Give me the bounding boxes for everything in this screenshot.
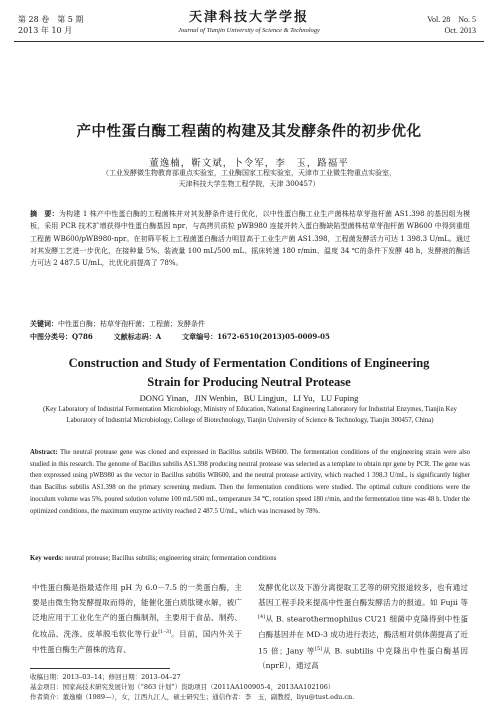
paper-title-en-line1: Construction and Study of Fermentation Conditions of Engineering — [68, 356, 430, 370]
abstract-en — [30, 447, 470, 517]
authors-en: DONG Yinan，JIN Wenbin，BU Lingjun，LI Yu，LU Fuping — [139, 393, 359, 403]
abstract-cn — [30, 208, 470, 269]
volume-cn: 第 28 卷 第 5 期 — [18, 15, 84, 24]
header-rule — [14, 41, 484, 42]
journal-title-en: Journal of Tianjin University of Science & Technology — [178, 27, 320, 34]
authors-cn: 董逸楠，靳文斌，卜令军，李 玉，路福平 — [149, 158, 349, 169]
citation-ref: [4] — [258, 614, 266, 620]
abstract-en-text: The neutral protease gene was cloned and expressed in Bacillus subtilis WB600. The fermentation conditions of the engineering strain were also studied in this research. The genome of Bacillus subtilis AS1.398 producing neutral protease was selected as a template to obtain npr gene by PCR. The gene was then expressed using pWB980 as the vector in Bacillus subtilis WB600, and the neutral protease activity, which reached 1 398.3 U/mL, is significantly higher than Bacillus subtilis AS1.398 on the primary screening medium. Then the fermentation conditions were studied. The optimal culture conditions were the inoculum volume was 5%, poured solution volume 100 mL/500 mL, temperature 34 ℃, rotation speed 180 r/min, and the fermentation time was 48 h. Under the optimized conditions, the maximum enzyme activity reached 2 487.5 U/mL, which was increased by 78%. — [30, 449, 470, 515]
volume-en: Vol. 28 No. 5 — [427, 15, 476, 24]
footnote-received: 收稿日期：2013–03–14；修回日期：2013–04–27 — [30, 673, 181, 681]
keywords-cn — [30, 318, 470, 330]
body-left-text-2: 。目前，国内外关于中性蛋白酶生产菌株的选育、 — [32, 629, 243, 654]
paper-title-en — [0, 354, 498, 392]
footnote-funding: 基金项目：国家高技术研究发展计划（“863 计划”）资助项目（2011AA100905-4，2013AA102106） — [30, 683, 335, 691]
affiliation-cn-line2: 天津科技大学生物工程学院，天津 300457） — [178, 180, 320, 188]
body-left-text-1: 中性蛋白酶是指最适作用 pH 为 6.0－7.5 的一类蛋白酶，主要是由微生物发酵提取而得的，能催化蛋白质肽键水解，被广泛地应用于工业化生产的蛋白酶制剂，主要用于食品、制药、化妆品、洗涤、皮革脱毛软化等行业 — [32, 583, 242, 639]
keywords-cn-text: 中性蛋白酶；枯草芽孢杆菌；工程菌；发酵条件 — [58, 320, 205, 328]
paper-title-cn: 产中性蛋白酶工程菌的构建及其发酵条件的初步优化 — [76, 123, 422, 140]
body-column-left — [32, 580, 242, 657]
keywords-en-label: Key words: — [30, 555, 64, 562]
keywords-en-text: neutral protease; Bacillus subtilis; engineering strain; fermentation conditions — [65, 555, 277, 562]
citation-ref: [1–3] — [158, 629, 171, 635]
affiliation-cn-line1: （工业发酵微生物教育部重点实验室，工业酶国家工程实验室，天津市工业微生物重点实验室， — [102, 169, 396, 177]
body-right-text-2: 从 B. stearothermophilus CU21 细菌中克隆得到中性蛋白酶基因并在 MD-3 成功进行表达，酶活相对供体菌提高了近 15 倍；Jany 等 — [258, 614, 468, 656]
body-column-right — [258, 580, 468, 673]
classification-cn: 中图分类号：Q786 文献标志码：A 文章编号：1672-6510(2013)05-0009-05 — [30, 332, 330, 341]
abstract-cn-text: 为构建 1 株产中性蛋白酶的工程菌株并对其发酵条件进行优化，以中性蛋白酶工业生产菌株枯草芽孢杆菌 AS1.398 的基因组为模板，采用 PCR 技术扩增获得中性蛋白酶基因 npr，与高拷贝质粒 pWB980 连接并转入蛋白酶缺陷型菌株枯草芽孢杆菌 WB600 中得到重组工程菌 WB600/pWB980-npr。在初筛平板上工程菌蛋白酶活力明显高于工业生产菌 AS1.398，工程菌发酵活力可达 1 398.3 U/mL。通过对其发酵工艺进一步优化，在接种量 5%、装液量 100 mL/500 mL、摇床转速 180 r/min、温度 34 ℃的条件下发酵 48 h，发酵液的酶活力可达 2 487.5 U/mL，比优化前提高了 78%。 — [30, 210, 470, 268]
journal-masthead — [0, 10, 498, 35]
body-right-text-3: 从 B. subtilis 中克隆出中性蛋白酶基因（nprE），通过高 — [258, 646, 468, 671]
paper-title-en-line2: Strain for Producing Neutral Protease — [147, 375, 351, 389]
footnote-rule — [30, 668, 170, 669]
citation-ref: [5] — [315, 645, 323, 652]
keywords-cn-label: 关键词： — [30, 319, 58, 328]
volume-issue-en — [427, 14, 476, 36]
footnote-author: 作者简介：董逸楠（1989—），女，江西九江人，硕士研究生；通信作者：李 玉，副教授，liyu@tust.edu.cn. — [30, 693, 355, 701]
date-en: Oct. 2013 — [444, 26, 476, 35]
abstract-cn-label: 摘 要： — [30, 209, 59, 218]
footnotes — [30, 672, 470, 702]
date-cn: 2013 年 10 月 — [18, 26, 73, 35]
affiliation-en: (Key Laboratory of Industrial Fermentation Microbiology, Ministry of Education, National Engineering Laboratory for Industrial Enzymes, Tianjin Key Laboratory of Industrial Microbiology, College of Biotechnology, Tianjin University of Science & Technology, Tianjin 300457, China) — [43, 406, 457, 424]
body-right-text-1: 发酵优化以及下游分离提取工艺等的研究报道较多，也有通过基因工程手段来提高中性蛋白酶发酵活力的报道。如 Fujii 等 — [258, 583, 468, 607]
journal-title-cn: 天津科技大学学报 — [188, 10, 309, 25]
abstract-en-label: Abstract: — [30, 449, 58, 456]
keywords-en — [30, 555, 470, 562]
affiliation-cn — [40, 168, 458, 190]
